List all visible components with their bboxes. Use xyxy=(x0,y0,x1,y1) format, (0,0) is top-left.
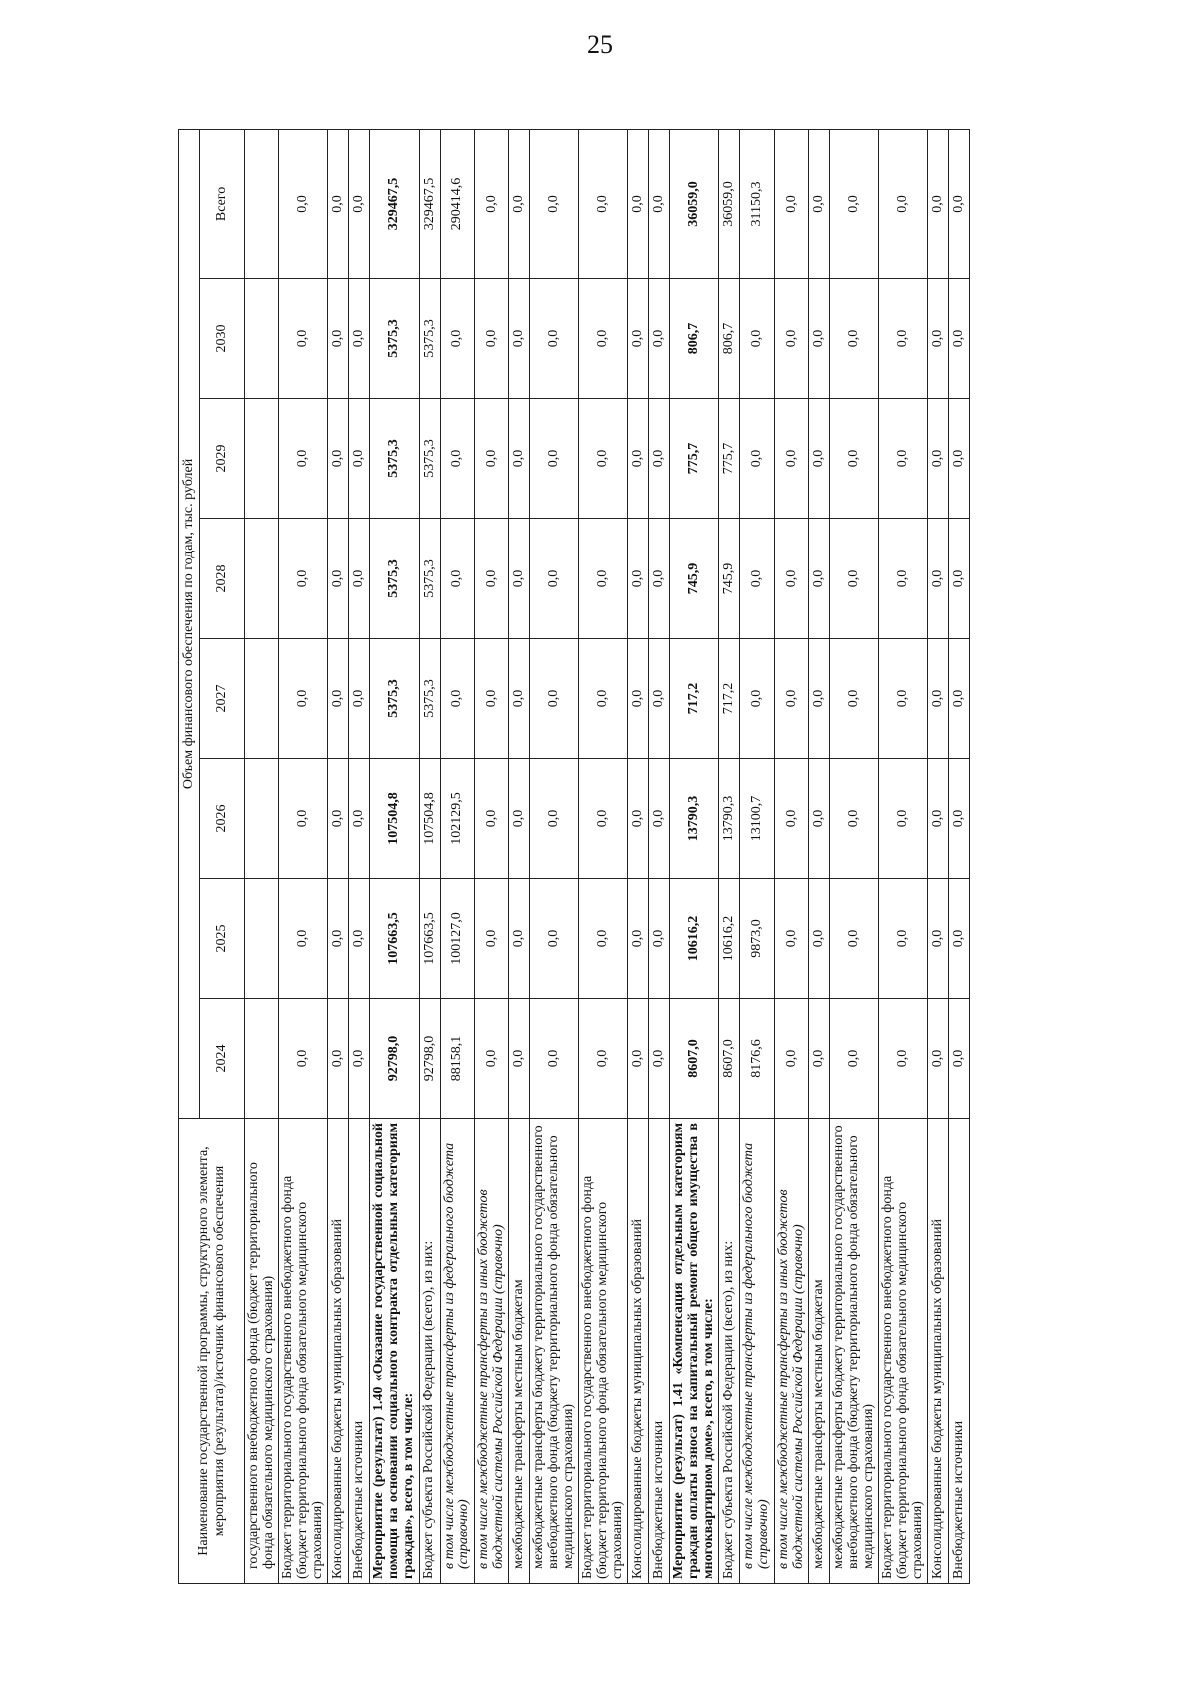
row-value-cell xyxy=(245,999,279,1119)
row-value-cell: 0,0 xyxy=(774,999,808,1119)
row-value-cell: 0,0 xyxy=(328,639,349,759)
row-value-cell: 775,7 xyxy=(670,399,719,519)
row-value-cell: 0,0 xyxy=(628,279,649,399)
row-value-cell: 0,0 xyxy=(830,519,879,639)
row-value-cell: 0,0 xyxy=(949,279,970,399)
row-value-cell: 0,0 xyxy=(809,519,830,639)
row-value-cell: 0,0 xyxy=(579,759,628,879)
row-value-cell: 806,7 xyxy=(719,279,740,399)
row-value-cell: 8176,6 xyxy=(740,999,774,1119)
row-total-cell: 0,0 xyxy=(949,129,970,278)
header-year: 2030 xyxy=(200,279,245,399)
row-value-cell: 0,0 xyxy=(349,759,370,879)
table-row xyxy=(419,129,440,1583)
row-value-cell: 0,0 xyxy=(474,279,508,399)
row-value-cell: 5375,3 xyxy=(370,279,419,399)
row-total-cell: 0,0 xyxy=(928,129,949,278)
row-value-cell: 5375,3 xyxy=(419,519,440,639)
row-value-cell: 8607,0 xyxy=(719,999,740,1119)
row-value-cell: 0,0 xyxy=(579,639,628,759)
table-row xyxy=(279,129,328,1583)
row-value-cell: 13790,3 xyxy=(670,759,719,879)
row-value-cell: 0,0 xyxy=(349,879,370,999)
row-label: Мероприятие (результат) 1.40 «Оказание государственной социальной помощи на основании социального контракта отдельным категориям граждан», всего, в том числе: xyxy=(370,1119,419,1584)
row-label: в том числе межбюджетные трансферты из федерального бюджета (справочно) xyxy=(740,1119,774,1584)
row-value-cell: 0,0 xyxy=(949,999,970,1119)
row-value-cell: 0,0 xyxy=(740,399,774,519)
header-year: 2026 xyxy=(200,759,245,879)
row-value-cell: 0,0 xyxy=(474,879,508,999)
row-value-cell: 0,0 xyxy=(649,879,670,999)
row-value-cell: 0,0 xyxy=(349,639,370,759)
row-label: в том числе межбюджетные трансферты из иных бюджетов бюджетной системы Российской Федерации (справочно) xyxy=(474,1119,508,1584)
row-value-cell: 0,0 xyxy=(649,999,670,1119)
row-total-cell: 0,0 xyxy=(879,129,928,278)
table-row xyxy=(719,129,740,1583)
row-value-cell: 0,0 xyxy=(279,879,328,999)
row-value-cell: 0,0 xyxy=(628,759,649,879)
row-value-cell: 0,0 xyxy=(328,759,349,879)
row-value-cell: 0,0 xyxy=(328,999,349,1119)
row-value-cell: 0,0 xyxy=(628,399,649,519)
row-value-cell: 0,0 xyxy=(879,879,928,999)
row-total-cell xyxy=(245,129,279,278)
row-value-cell: 88158,1 xyxy=(440,999,474,1119)
table-row xyxy=(879,129,928,1583)
row-total-cell: 0,0 xyxy=(628,129,649,278)
row-label: межбюджетные трансферты бюджету территориального государственного внебюджетного фонда (бюджету территориального фонда обязательного медицинского страхования) xyxy=(530,1119,579,1584)
row-label: Внебюджетные источники xyxy=(949,1119,970,1584)
row-value-cell: 0,0 xyxy=(809,999,830,1119)
row-value-cell: 0,0 xyxy=(474,759,508,879)
row-value-cell: 0,0 xyxy=(740,639,774,759)
header-year: 2025 xyxy=(200,879,245,999)
row-total-cell: 0,0 xyxy=(328,129,349,278)
row-value-cell: 0,0 xyxy=(830,279,879,399)
row-value-cell: 0,0 xyxy=(279,519,328,639)
row-value-cell: 0,0 xyxy=(928,879,949,999)
row-value-cell: 0,0 xyxy=(628,879,649,999)
table-row xyxy=(530,129,579,1583)
row-value-cell: 0,0 xyxy=(328,279,349,399)
row-value-cell: 0,0 xyxy=(830,399,879,519)
financing-table xyxy=(178,129,970,1584)
table-row xyxy=(774,129,808,1583)
row-value-cell: 0,0 xyxy=(509,879,530,999)
row-value-cell: 717,2 xyxy=(670,639,719,759)
row-value-cell: 0,0 xyxy=(928,759,949,879)
row-value-cell: 0,0 xyxy=(509,759,530,879)
row-value-cell: 10616,2 xyxy=(670,879,719,999)
row-value-cell: 806,7 xyxy=(670,279,719,399)
row-value-cell: 0,0 xyxy=(830,879,879,999)
table-body xyxy=(245,129,970,1583)
table-row xyxy=(670,129,719,1583)
row-value-cell: 0,0 xyxy=(809,639,830,759)
row-value-cell: 0,0 xyxy=(530,999,579,1119)
row-value-cell: 5375,3 xyxy=(370,639,419,759)
row-value-cell: 0,0 xyxy=(928,999,949,1119)
row-value-cell: 0,0 xyxy=(474,639,508,759)
page-number: 25 xyxy=(587,30,613,59)
row-total-cell: 329467,5 xyxy=(370,129,419,278)
row-value-cell: 0,0 xyxy=(530,759,579,879)
row-value-cell: 107504,8 xyxy=(419,759,440,879)
row-value-cell: 5375,3 xyxy=(419,279,440,399)
row-value-cell: 0,0 xyxy=(530,879,579,999)
row-value-cell: 0,0 xyxy=(949,879,970,999)
row-value-cell: 92798,0 xyxy=(370,999,419,1119)
table-row xyxy=(349,129,370,1583)
table-row xyxy=(474,129,508,1583)
header-year: 2028 xyxy=(200,519,245,639)
row-value-cell: 0,0 xyxy=(279,639,328,759)
table-row xyxy=(440,129,474,1583)
row-value-cell: 0,0 xyxy=(579,399,628,519)
table-row xyxy=(740,129,774,1583)
row-value-cell: 0,0 xyxy=(349,399,370,519)
row-value-cell: 0,0 xyxy=(579,519,628,639)
row-value-cell: 5375,3 xyxy=(370,399,419,519)
row-value-cell: 0,0 xyxy=(830,639,879,759)
row-label: Консолидированные бюджеты муниципальных образований xyxy=(928,1119,949,1584)
row-value-cell: 0,0 xyxy=(628,999,649,1119)
row-total-cell: 0,0 xyxy=(774,129,808,278)
row-value-cell: 0,0 xyxy=(928,639,949,759)
row-value-cell: 0,0 xyxy=(649,279,670,399)
row-value-cell: 0,0 xyxy=(649,639,670,759)
row-value-cell: 0,0 xyxy=(949,519,970,639)
row-value-cell: 0,0 xyxy=(509,279,530,399)
row-label: Внебюджетные источники xyxy=(649,1119,670,1584)
table-row xyxy=(649,129,670,1583)
row-total-cell: 0,0 xyxy=(579,129,628,278)
row-value-cell: 0,0 xyxy=(809,879,830,999)
row-value-cell xyxy=(245,279,279,399)
row-value-cell: 0,0 xyxy=(740,279,774,399)
header-total: Всего xyxy=(200,129,245,278)
row-value-cell: 0,0 xyxy=(809,759,830,879)
row-value-cell: 0,0 xyxy=(509,639,530,759)
row-value-cell: 0,0 xyxy=(279,759,328,879)
row-value-cell: 0,0 xyxy=(279,279,328,399)
row-value-cell: 0,0 xyxy=(474,399,508,519)
row-total-cell: 290414,6 xyxy=(440,129,474,278)
row-value-cell: 0,0 xyxy=(928,399,949,519)
row-total-cell: 0,0 xyxy=(649,129,670,278)
row-value-cell: 9873,0 xyxy=(740,879,774,999)
row-value-cell: 0,0 xyxy=(509,399,530,519)
row-value-cell: 0,0 xyxy=(440,519,474,639)
row-value-cell xyxy=(245,879,279,999)
row-value-cell xyxy=(245,639,279,759)
row-value-cell: 0,0 xyxy=(928,279,949,399)
row-value-cell: 0,0 xyxy=(774,519,808,639)
table-row xyxy=(809,129,830,1583)
row-total-cell: 0,0 xyxy=(809,129,830,278)
row-value-cell: 717,2 xyxy=(719,639,740,759)
table-row xyxy=(579,129,628,1583)
row-label: Внебюджетные источники xyxy=(349,1119,370,1584)
row-value-cell: 0,0 xyxy=(328,519,349,639)
header-year: 2027 xyxy=(200,639,245,759)
row-label: в том числе межбюджетные трансферты из иных бюджетов бюджетной системы Российской Федерации (справочно) xyxy=(774,1119,808,1584)
row-label: Бюджет субъекта Российской Федерации (всего), из них: xyxy=(419,1119,440,1584)
row-value-cell: 5375,3 xyxy=(419,399,440,519)
table-row xyxy=(328,129,349,1583)
row-value-cell: 0,0 xyxy=(349,999,370,1119)
row-total-cell: 0,0 xyxy=(474,129,508,278)
row-value-cell: 0,0 xyxy=(349,519,370,639)
row-label: в том числе межбюджетные трансферты из федерального бюджета (справочно) xyxy=(440,1119,474,1584)
row-label: Консолидированные бюджеты муниципальных образований xyxy=(628,1119,649,1584)
row-label: межбюджетные трансферты бюджету территориального государственного внебюджетного фонда (бюджету территориального фонда обязательного медицинского страхования) xyxy=(830,1119,879,1584)
row-value-cell: 0,0 xyxy=(440,279,474,399)
row-label: межбюджетные трансферты местным бюджетам xyxy=(809,1119,830,1584)
row-value-cell: 0,0 xyxy=(279,999,328,1119)
row-label: Бюджет территориального государственного внебюджетного фонда (бюджет территориального фонда обязательного медицинского страхования) xyxy=(279,1119,328,1584)
row-value-cell: 102129,5 xyxy=(440,759,474,879)
row-value-cell: 5375,3 xyxy=(370,519,419,639)
header-year: 2024 xyxy=(200,999,245,1119)
row-value-cell: 0,0 xyxy=(949,759,970,879)
row-value-cell: 775,7 xyxy=(719,399,740,519)
row-value-cell: 0,0 xyxy=(579,279,628,399)
row-value-cell: 0,0 xyxy=(530,519,579,639)
row-value-cell: 0,0 xyxy=(440,639,474,759)
row-label: Консолидированные бюджеты муниципальных образований xyxy=(328,1119,349,1584)
row-value-cell: 0,0 xyxy=(809,399,830,519)
row-label: государственного внебюджетного фонда (бюджет территориального фонда обязательного медицинского страхования) xyxy=(245,1119,279,1584)
table-row xyxy=(245,129,279,1583)
row-value-cell: 107663,5 xyxy=(370,879,419,999)
row-value-cell: 0,0 xyxy=(440,399,474,519)
row-value-cell: 0,0 xyxy=(774,639,808,759)
row-value-cell: 0,0 xyxy=(879,639,928,759)
rotated-table-container xyxy=(178,130,1078,1584)
row-value-cell: 0,0 xyxy=(509,999,530,1119)
row-value-cell: 0,0 xyxy=(530,279,579,399)
row-total-cell: 31150,3 xyxy=(740,129,774,278)
row-value-cell: 0,0 xyxy=(774,279,808,399)
row-value-cell: 0,0 xyxy=(628,519,649,639)
row-total-cell: 36059,0 xyxy=(719,129,740,278)
row-value-cell: 100127,0 xyxy=(440,879,474,999)
row-value-cell: 13100,7 xyxy=(740,759,774,879)
row-value-cell: 0,0 xyxy=(579,879,628,999)
row-value-cell: 0,0 xyxy=(928,519,949,639)
row-value-cell: 0,0 xyxy=(879,519,928,639)
row-value-cell: 92798,0 xyxy=(419,999,440,1119)
row-label: Бюджет территориального государственного внебюджетного фонда (бюджет территориального фонда обязательного медицинского страхования) xyxy=(579,1119,628,1584)
table-row xyxy=(949,129,970,1583)
table-row xyxy=(628,129,649,1583)
row-total-cell: 0,0 xyxy=(279,129,328,278)
row-value-cell: 0,0 xyxy=(530,639,579,759)
row-total-cell: 0,0 xyxy=(830,129,879,278)
row-value-cell: 0,0 xyxy=(328,399,349,519)
row-value-cell: 0,0 xyxy=(649,399,670,519)
row-value-cell xyxy=(245,399,279,519)
row-value-cell: 0,0 xyxy=(774,879,808,999)
row-value-cell: 0,0 xyxy=(649,759,670,879)
row-value-cell: 0,0 xyxy=(879,279,928,399)
row-value-cell: 0,0 xyxy=(474,519,508,639)
row-value-cell: 8607,0 xyxy=(670,999,719,1119)
row-value-cell: 0,0 xyxy=(774,759,808,879)
row-label: межбюджетные трансферты местным бюджетам xyxy=(509,1119,530,1584)
header-row-top xyxy=(179,129,200,1583)
row-value-cell xyxy=(245,759,279,879)
row-value-cell: 745,9 xyxy=(670,519,719,639)
table-row xyxy=(830,129,879,1583)
row-value-cell: 0,0 xyxy=(649,519,670,639)
row-value-cell: 0,0 xyxy=(328,879,349,999)
row-value-cell: 0,0 xyxy=(530,399,579,519)
row-value-cell: 0,0 xyxy=(349,279,370,399)
header-year: 2029 xyxy=(200,399,245,519)
table-row xyxy=(370,129,419,1583)
row-label: Мероприятие (результат) 1.41 «Компенсация отдельным категориям граждан оплаты взноса на капитальный ремонт общего имущества в многоквартирном доме», всего, в том числе: xyxy=(670,1119,719,1584)
row-value-cell: 10616,2 xyxy=(719,879,740,999)
row-total-cell: 36059,0 xyxy=(670,129,719,278)
row-value-cell: 107504,8 xyxy=(370,759,419,879)
table-row xyxy=(928,129,949,1583)
row-value-cell xyxy=(245,519,279,639)
table-row xyxy=(509,129,530,1583)
row-value-cell: 0,0 xyxy=(628,639,649,759)
row-value-cell: 0,0 xyxy=(809,279,830,399)
row-value-cell: 0,0 xyxy=(830,759,879,879)
row-value-cell: 5375,3 xyxy=(419,639,440,759)
row-value-cell: 745,9 xyxy=(719,519,740,639)
row-value-cell: 0,0 xyxy=(279,399,328,519)
row-total-cell: 0,0 xyxy=(349,129,370,278)
row-value-cell: 0,0 xyxy=(879,999,928,1119)
row-label: Бюджет территориального государственного внебюджетного фонда (бюджет территориального фонда обязательного медицинского страхования) xyxy=(879,1119,928,1584)
row-total-cell: 329467,5 xyxy=(419,129,440,278)
row-value-cell: 0,0 xyxy=(830,999,879,1119)
row-label: Бюджет субъекта Российской Федерации (всего), из них: xyxy=(719,1119,740,1584)
row-value-cell: 0,0 xyxy=(879,759,928,879)
row-value-cell: 0,0 xyxy=(949,639,970,759)
header-name-column: Наименование государственной программы, структурного элемента, мероприятия (результата)/источник финансового обеспечения xyxy=(179,1119,245,1584)
row-value-cell: 0,0 xyxy=(949,399,970,519)
row-total-cell: 0,0 xyxy=(509,129,530,278)
row-value-cell: 0,0 xyxy=(774,399,808,519)
row-value-cell: 0,0 xyxy=(740,519,774,639)
row-value-cell: 0,0 xyxy=(879,399,928,519)
row-value-cell: 0,0 xyxy=(509,519,530,639)
row-value-cell: 107663,5 xyxy=(419,879,440,999)
row-value-cell: 0,0 xyxy=(579,999,628,1119)
row-value-cell: 0,0 xyxy=(474,999,508,1119)
row-total-cell: 0,0 xyxy=(530,129,579,278)
header-volume: Объем финансового обеспечения по годам, тыс. рублей xyxy=(179,129,200,1118)
row-value-cell: 13790,3 xyxy=(719,759,740,879)
